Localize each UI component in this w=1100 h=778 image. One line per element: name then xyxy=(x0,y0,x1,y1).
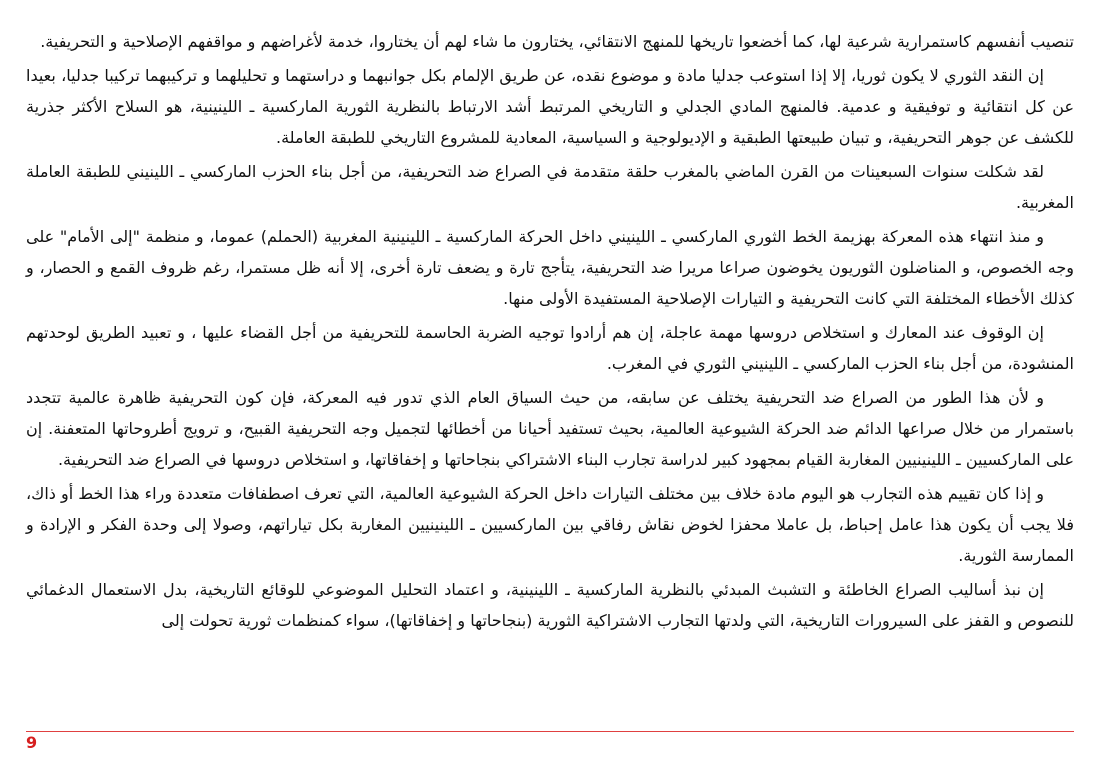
paragraph-6: و لأن هذا الطور من الصراع ضد التحريفية يختلف عن سابقه، من حيث السياق العام الذي تدور فيه المعركة، فإن كون التحريفية ظاهرة عالمية تتجدد باستمرار من خلال صراعها الدائم ضد الحركة الشيوعية العالمية، بحيث تستفيد أحيانا من أخطائها لتجميل وجه التحريفية القبيح، و ترويج أطروحاتها المتعفنة. إن على الماركسيين ـ اللينينيين المغاربة القيام بمجهود كبير لدراسة تجارب البناء الاشتراكي بنجاحاتها و إخفاقاتها، و استخلاص دروسها في الصراع ضد التحريفية. xyxy=(26,388,1074,469)
paragraph-1: تنصيب أنفسهم كاستمرارية شرعية لها، كما أخضعوا تاريخها للمنهج الانتقائي، يختارون ما شاء لهم أن يختاروا، خدمة لأغراضهم و مواقفهم الإصلاحية و التحريفية. xyxy=(40,32,1074,51)
paragraph-7: و إذا كان تقييم هذه التجارب هو اليوم مادة خلاف بين مختلف التيارات داخل الحركة الشيوعية العالمية، التي تعرف اصطفافات متعددة وراء هذا الخط أو ذاك، فلا يجب أن يكون هذا عامل إحباط، بل عاملا محفزا لخوض نقاش رفاقي بين الماركسيين ـ اللينينيين المغاربة بكل تياراتهم، وصولا إلى وحدة الفكر و الإرادة و الممارسة الثورية. xyxy=(26,484,1074,565)
paragraph-3: لقد شكلت سنوات السبعينات من القرن الماضي بالمغرب حلقة متقدمة في الصراع ضد التحريفية، من أجل بناء الحزب الماركسي ـ اللينيني للطبقة العاملة المغربية. xyxy=(26,162,1074,212)
body-text xyxy=(26,26,1074,639)
footer-rule xyxy=(26,731,1074,732)
paragraph-4: و منذ انتهاء هذه المعركة بهزيمة الخط الثوري الماركسي ـ اللينيني داخل الحركة الماركسية ـ اللينينية المغربية (الحملم) عموما، و منظمة "إلى الأمام" على وجه الخصوص، و المناضلون الثوريون يخوضون صراعا مريرا ضد التحريفية، يتأجج تارة و يضعف تارة أخرى، إلا أنه ظل مستمرا، رغم ظروف القمع و الحصار، و كذلك الأخطاء المختلفة التي كانت التحريفية و التيارات الإصلاحية المستفيدة الأولى منها. xyxy=(26,227,1074,308)
paragraph-2: إن النقد الثوري لا يكون ثوريا، إلا إذا استوعب جدليا مادة و موضوع نقده، عن طريق الإلمام بكل جوانبهما و دراستهما و تحليلهما و تركيبهما تركيبا جدليا، بعيدا عن كل انتقائية و توفيقية و عدمية. فالمنهج المادي الجدلي و التاريخي المرتبط أشد الارتباط بالنظرية الثورية الماركسية ـ اللينينية، هو السلاح الأكثر جذرية للكشف عن جوهر التحريفية، و تبيان طبيعتها الطبقية و الإديولوجية و السياسية، المعادية للمشروع التاريخي للطبقة العاملة. xyxy=(26,66,1074,147)
page-number: 9 xyxy=(26,733,38,752)
paragraph-8: إن نبذ أساليب الصراع الخاطئة و التشبث المبدئي بالنظرية الماركسية ـ اللينينية، و اعتماد التحليل الموضوعي للوقائع التاريخية، بدل الاستعمال الدغمائي للنصوص و القفز على السيرورات التاريخية، التي ولدتها التجارب الاشتراكية الثورية (بنجاحاتها و إخفاقاتها)، سواء كمنظمات ثورية تحولت إلى xyxy=(26,580,1074,630)
paragraph-5: إن الوقوف عند المعارك و استخلاص دروسها مهمة عاجلة، إن هم أرادوا توجيه الضربة الحاسمة للتحريفية من أجل القضاء عليها ، و تعبيد الطريق لوحدتهم المنشودة، من أجل بناء الحزب الماركسي ـ اللينيني الثوري في المغرب. xyxy=(26,323,1074,373)
